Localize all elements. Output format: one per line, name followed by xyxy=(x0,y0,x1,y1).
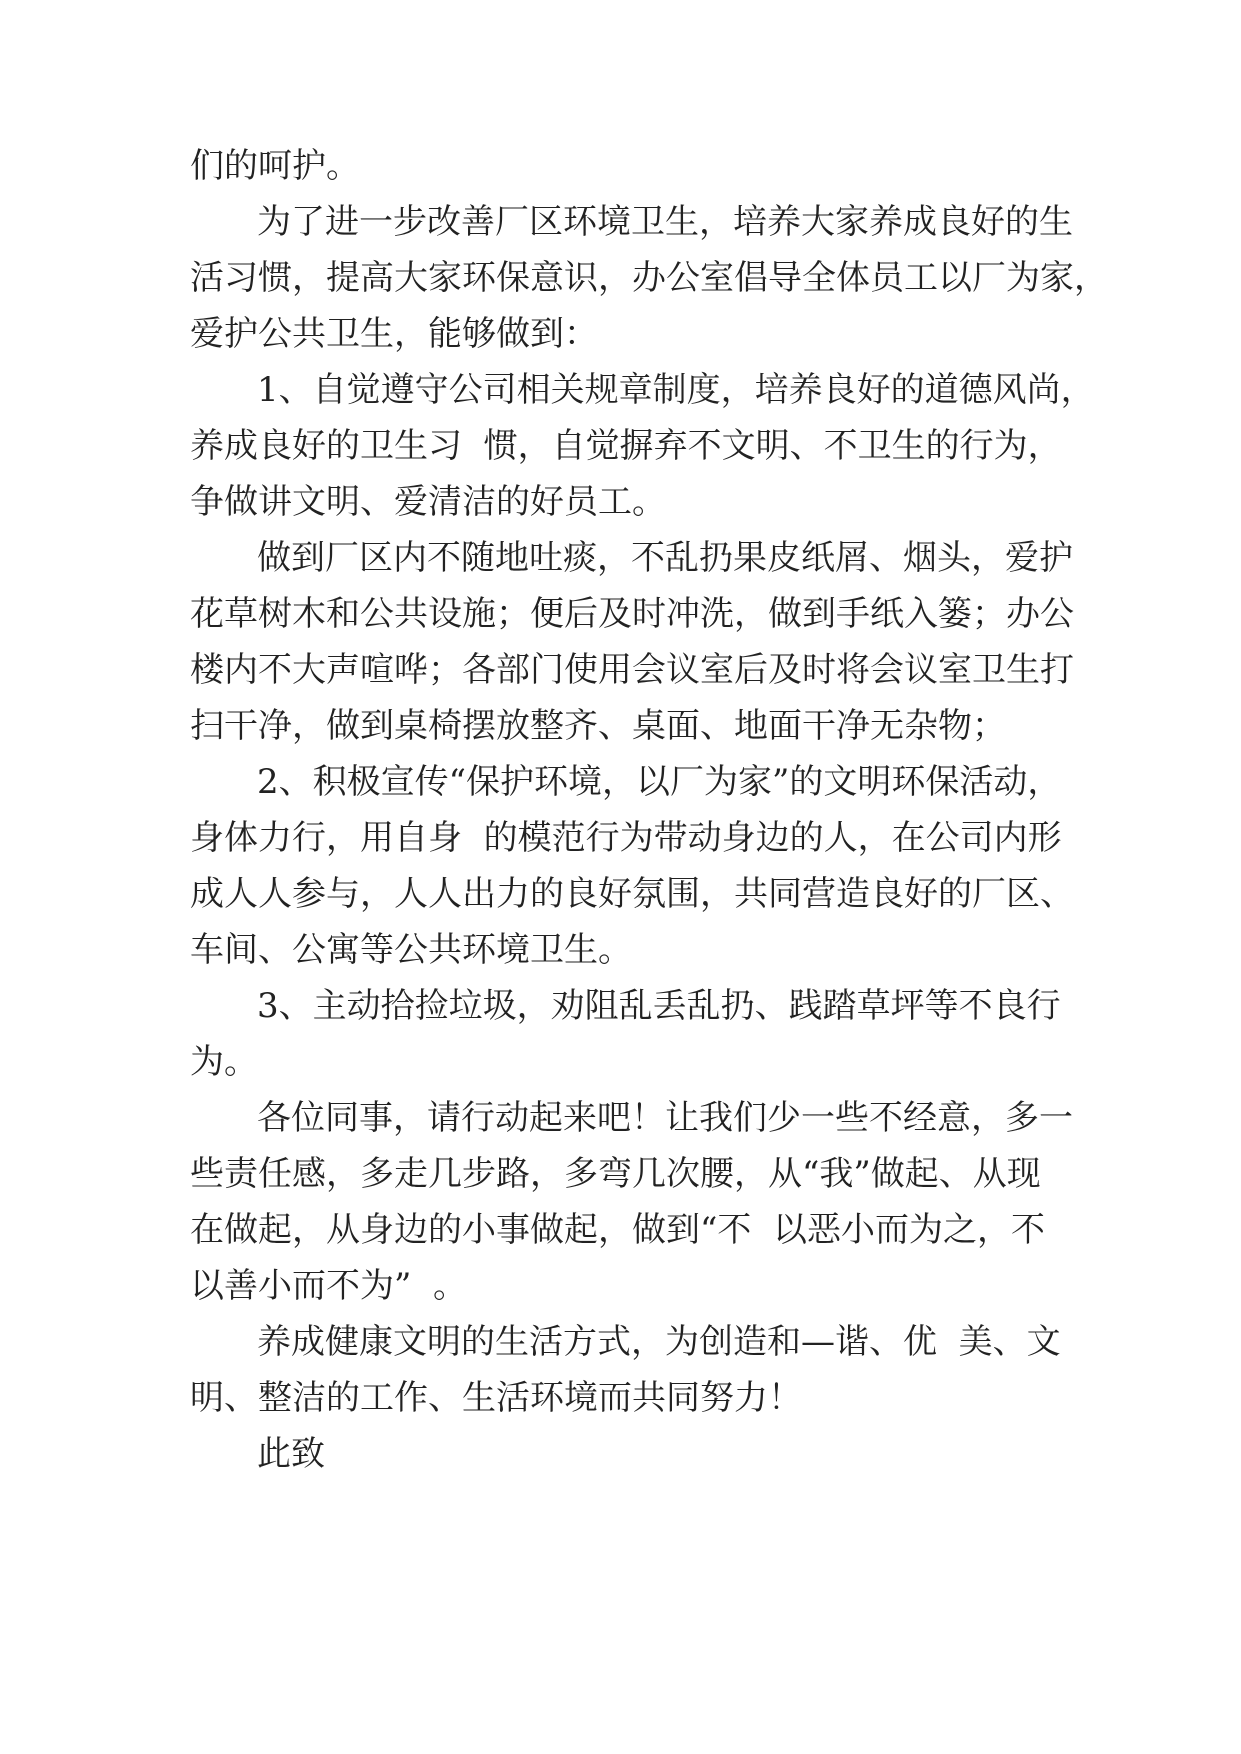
paragraph-line: 扫干净，做到桌椅摆放整齐、桌面、地面干净无杂物； xyxy=(190,706,1006,746)
paragraph-line: 明、整洁的工作、生活环境而共同努力！ xyxy=(190,1378,802,1418)
paragraph-line: 们的呵护。 xyxy=(190,146,360,186)
paragraph-line: 在做起，从身边的小事做起，做到“不 以恶小而为之，不 xyxy=(190,1210,1045,1250)
paragraph-line: 为。 xyxy=(190,1042,258,1082)
paragraph-line: 以善小而不为” 。 xyxy=(190,1266,467,1306)
paragraph-line: 做到厂区内不随地吐痰，不乱扔果皮纸屑、烟头，爱护 xyxy=(257,538,1073,578)
paragraph-line: 成人人参与，人人出力的良好氛围，共同营造良好的厂区、 xyxy=(190,874,1074,914)
paragraph-line: 些责任感，多走几步路，多弯几次腰，从“我”做起、从现 xyxy=(190,1154,1041,1194)
paragraph-line: 1、自觉遵守公司相关规章制度，培养良好的道德风尚， xyxy=(257,370,1095,410)
paragraph-line: 楼内不大声喧哗；各部门使用会议室后及时将会议室卫生打 xyxy=(190,650,1074,690)
paragraph-line: 为了进一步改善厂区环境卫生，培养大家养成良好的生 xyxy=(257,202,1073,242)
paragraph-line: 活习惯，提高大家环保意识，办公室倡导全体员工以厂为家， xyxy=(190,258,1108,298)
paragraph-line: 身体力行，用自身 的模范行为带动身边的人，在公司内形 xyxy=(190,818,1062,858)
paragraph-line: 3、主动拾捡垃圾，劝阻乱丢乱扔、践踏草坪等不良行 xyxy=(257,986,1061,1026)
closing-salutation: 此致 xyxy=(257,1434,325,1474)
paragraph-line: 养成健康文明的生活方式，为创造和—谐、优 美、文 xyxy=(257,1322,1061,1362)
paragraph-line: 各位同事，请行动起来吧！让我们少一些不经意，多一 xyxy=(257,1098,1073,1138)
paragraph-line: 养成良好的卫生习 惯，自觉摒弃不文明、不卫生的行为， xyxy=(190,426,1062,466)
paragraph-line: 花草树木和公共设施；便后及时冲洗，做到手纸入篓；办公 xyxy=(190,594,1074,634)
paragraph-line: 2、积极宣传“保护环境，以厂为家”的文明环保活动， xyxy=(257,762,1062,802)
paragraph-line: 车间、公寓等公共环境卫生。 xyxy=(190,930,632,970)
paragraph-line: 爱护公共卫生，能够做到： xyxy=(190,314,598,354)
paragraph-line: 争做讲文明、爱清洁的好员工。 xyxy=(190,482,666,522)
